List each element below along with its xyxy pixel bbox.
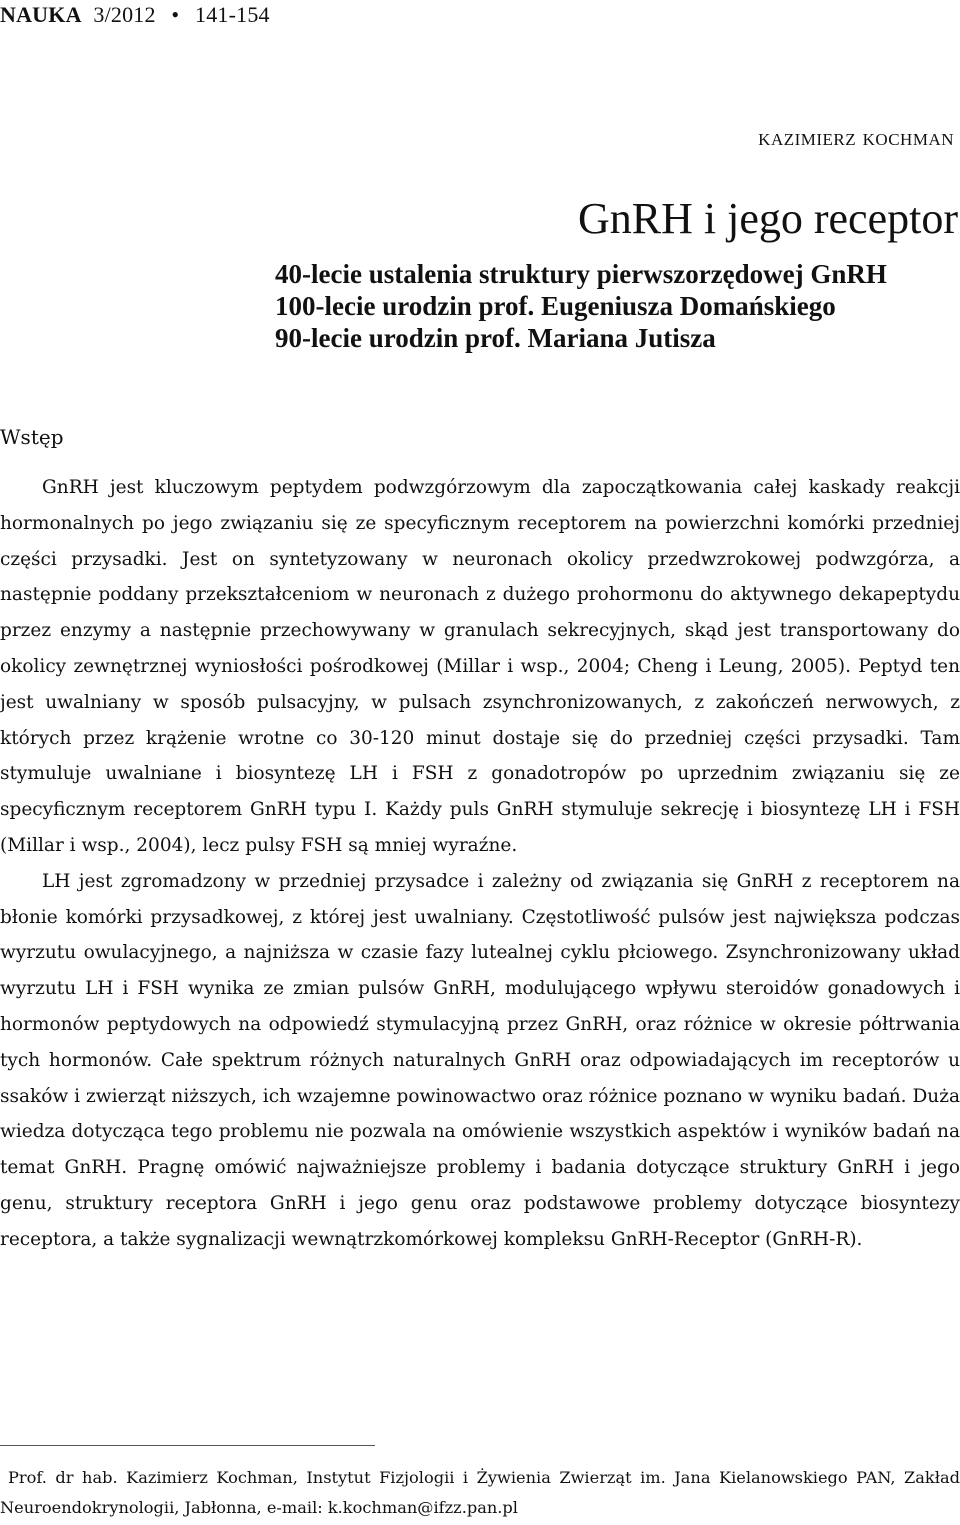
author-name: kazimierz kochman [758, 125, 954, 151]
subtitle-line: 90-lecie urodzin prof. Mariana Jutisza [275, 323, 716, 353]
footnote-text: Prof. dr hab. Kazimierz Kochman, Instytut Fizjologii i Żywienia Zwierząt im. Jana Kielanowskiego PAN, Zakład Neuroendokrynologii, Jabłonna, e-mail: k.kochman@ifzz.pan.pl [0, 1468, 960, 1517]
header-bullet: • [171, 2, 180, 27]
journal-header [0, 2, 270, 28]
journal-name: NAUKA [0, 2, 82, 27]
article-body [0, 470, 960, 1258]
journal-pages: 141-154 [195, 2, 270, 27]
article-subtitles [275, 258, 887, 354]
subtitle-line: 100-lecie urodzin prof. Eugeniusza Domańskiego [275, 291, 836, 321]
section-heading: Wstęp [0, 425, 64, 449]
body-paragraph: LH jest zgromadzony w przedniej przysadce i zależny od związania się GnRH z receptorem na błonie komórki przysadkowej, z której jest uwalniany. Częstotliwość pulsów jest największa podczas wyrzutu owulacyjnego, a najniższa w czasie fazy lutealnej cyklu płciowego. Zsynchronizowany układ wyrzutu LH i FSH wynika ze zmian pulsów GnRH, modulującego wpływu steroidów gonadowych i hormonów peptydowych na odpowiedź stymulacyjną przez GnRH, oraz różnice w okresie półtrwania tych hormonów. Całe spektrum różnych naturalnych GnRH oraz odpowiadających im receptorów u ssaków i zwierząt niższych, ich wzajemne powinowactwo oraz różnice poznano w wyniku badań. Duża wiedza dotycząca tego problemu nie pozwala na omówienie wszystkich aspektów i wyników badań na temat GnRH. Pragnę omówić najważniejsze problemy i badania dotyczące struktury GnRH i jego genu, struktury receptora GnRH i jego genu oraz podstawowe problemy dotyczące biosyntezy receptora, a także sygnalizacji wewnątrzkomórkowej kompleksu GnRH-Receptor (GnRH-R). [0, 870, 960, 1250]
journal-issue: 3/2012 [93, 2, 156, 27]
article-title: GnRH i jego receptor [578, 194, 958, 243]
body-paragraph: GnRH jest kluczowym peptydem podwzgórzowym dla zapoczątkowania całej kaskady reakcji hormonalnych po jego związaniu się ze specyficznym receptorem na powierzchni komórki przedniej części przysadki. Jest on syntetyzowany w neuronach okolicy przedwzrokowej podwzgórza, a następnie poddany przekształceniom w neuronach z dużego prohormonu do aktywnego dekapeptydu przez enzymy a następnie przechowywany w granulach sekrecyjnych, skąd jest transportowany do okolicy zewnętrznej wyniosłości pośrodkowej (Millar i wsp., 2004; Cheng i Leung, 2005). Peptyd ten jest uwalniany w sposób pulsacyjny, w pulsach zsynchronizowanych, z zakończeń nerwowych, z których przez krążenie wrotne co 30-120 minut dostaje się do przedniej części przysadki. Tam stymuluje uwalniane i biosyntezę LH i FSH z gonadotropów po uprzednim związaniu się ze specyficznym receptorem GnRH typu I. Każdy puls GnRH stymuluje sekrecję i biosyntezę LH i FSH (Millar i wsp., 2004), lecz pulsy FSH są mniej wyraźne. [0, 477, 960, 856]
subtitle-line: 40-lecie ustalenia struktury pierwszorzędowej GnRH [275, 259, 887, 289]
author-footnote [0, 1463, 960, 1523]
footnote-divider [0, 1445, 375, 1446]
